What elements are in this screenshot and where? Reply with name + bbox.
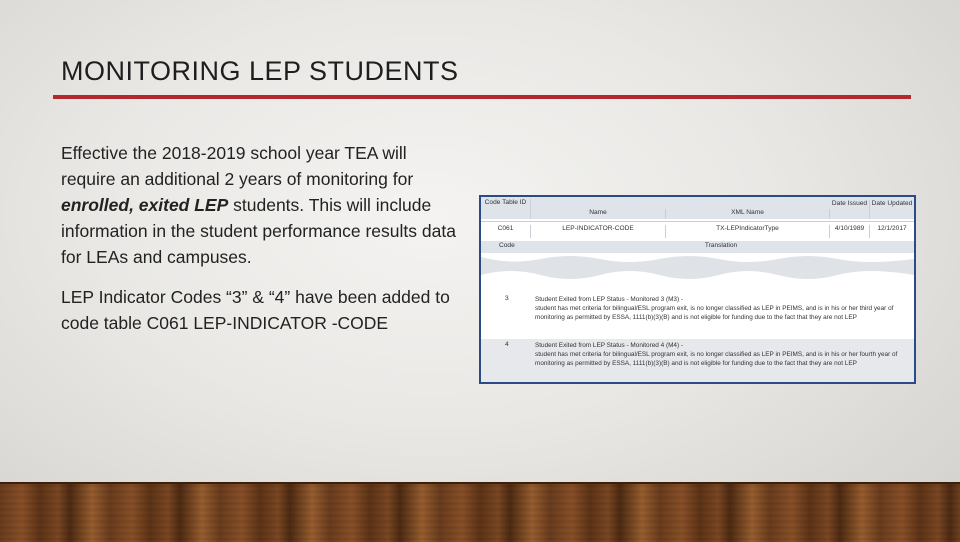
paragraph-2: LEP Indicator Codes “3” & “4” have been added to code table C061 LEP-INDICATOR -CODE [61, 287, 450, 333]
cell-xml-name: TX-LEPIndicatorType [666, 225, 830, 238]
entry-4-text: student has met criteria for bilingual/ESL program exit, is no longer classified as LEP in PEIMS, and is in his or her fourth year of monitoring as permitted by ESSA, 1111(b)(3)(B) and is not eligible for funding due to the fact that they are not LEP [535, 351, 898, 367]
header-code-table-id: Code Table ID [481, 199, 531, 219]
code-table-image [479, 195, 916, 384]
table-header-row [481, 197, 914, 219]
table-subheader-row [481, 241, 914, 253]
entry-3-code: 3 [505, 295, 509, 302]
cell-code-table-id: C061 [481, 225, 531, 238]
slide-body [61, 140, 461, 350]
entry-4-title: Student Exited from LEP Status - Monitored 4 (M4) - [535, 342, 683, 349]
paragraph-1-text: Effective the 2018-2019 school year TEA will require an additional 2 years of monitoring for [61, 143, 414, 189]
header-name: Name [531, 209, 666, 219]
entry-4-description [535, 341, 913, 368]
table-row-code-3 [481, 293, 914, 335]
entry-3-description [535, 295, 913, 322]
title-divider [53, 95, 911, 99]
cell-date-issued: 4/10/1989 [830, 225, 870, 238]
paragraph-1 [61, 140, 461, 270]
wood-floor-shading [0, 482, 960, 540]
entry-3-text: student has met criteria for bilingual/ESL program exit, is no longer classified as LEP in PEIMS, and is in his or her third year of monitoring as permitted by ESSA, 1111(b)(3)(B) and is not eligible for funding due to the fact that they are not LEP [535, 305, 894, 321]
table-data-row [481, 221, 914, 240]
subheader-translation: Translation [704, 242, 738, 249]
header-date-issued: Date Issued [830, 200, 870, 219]
entry-4-code: 4 [505, 341, 509, 348]
entry-3-title: Student Exited from LEP Status - Monitored 3 (M3) - [535, 296, 683, 303]
subheader-code: Code [499, 242, 515, 249]
slide-title: MONITORING LEP STUDENTS [61, 56, 459, 86]
cell-name: LEP-INDICATOR-CODE [531, 225, 666, 238]
table-row-code-4 [481, 339, 914, 384]
cell-date-updated: 12/1/2017 [877, 225, 907, 232]
torn-edge-graphic [481, 255, 914, 283]
paragraph-1-emphasis: enrolled, exited LEP [61, 195, 229, 215]
header-xml-name: XML Name [666, 209, 830, 219]
header-date-updated: Date Updated [871, 200, 913, 207]
paragraph-1-text-end: students. This will include information in the student performance results data for LEAs and campuses. [61, 195, 456, 267]
